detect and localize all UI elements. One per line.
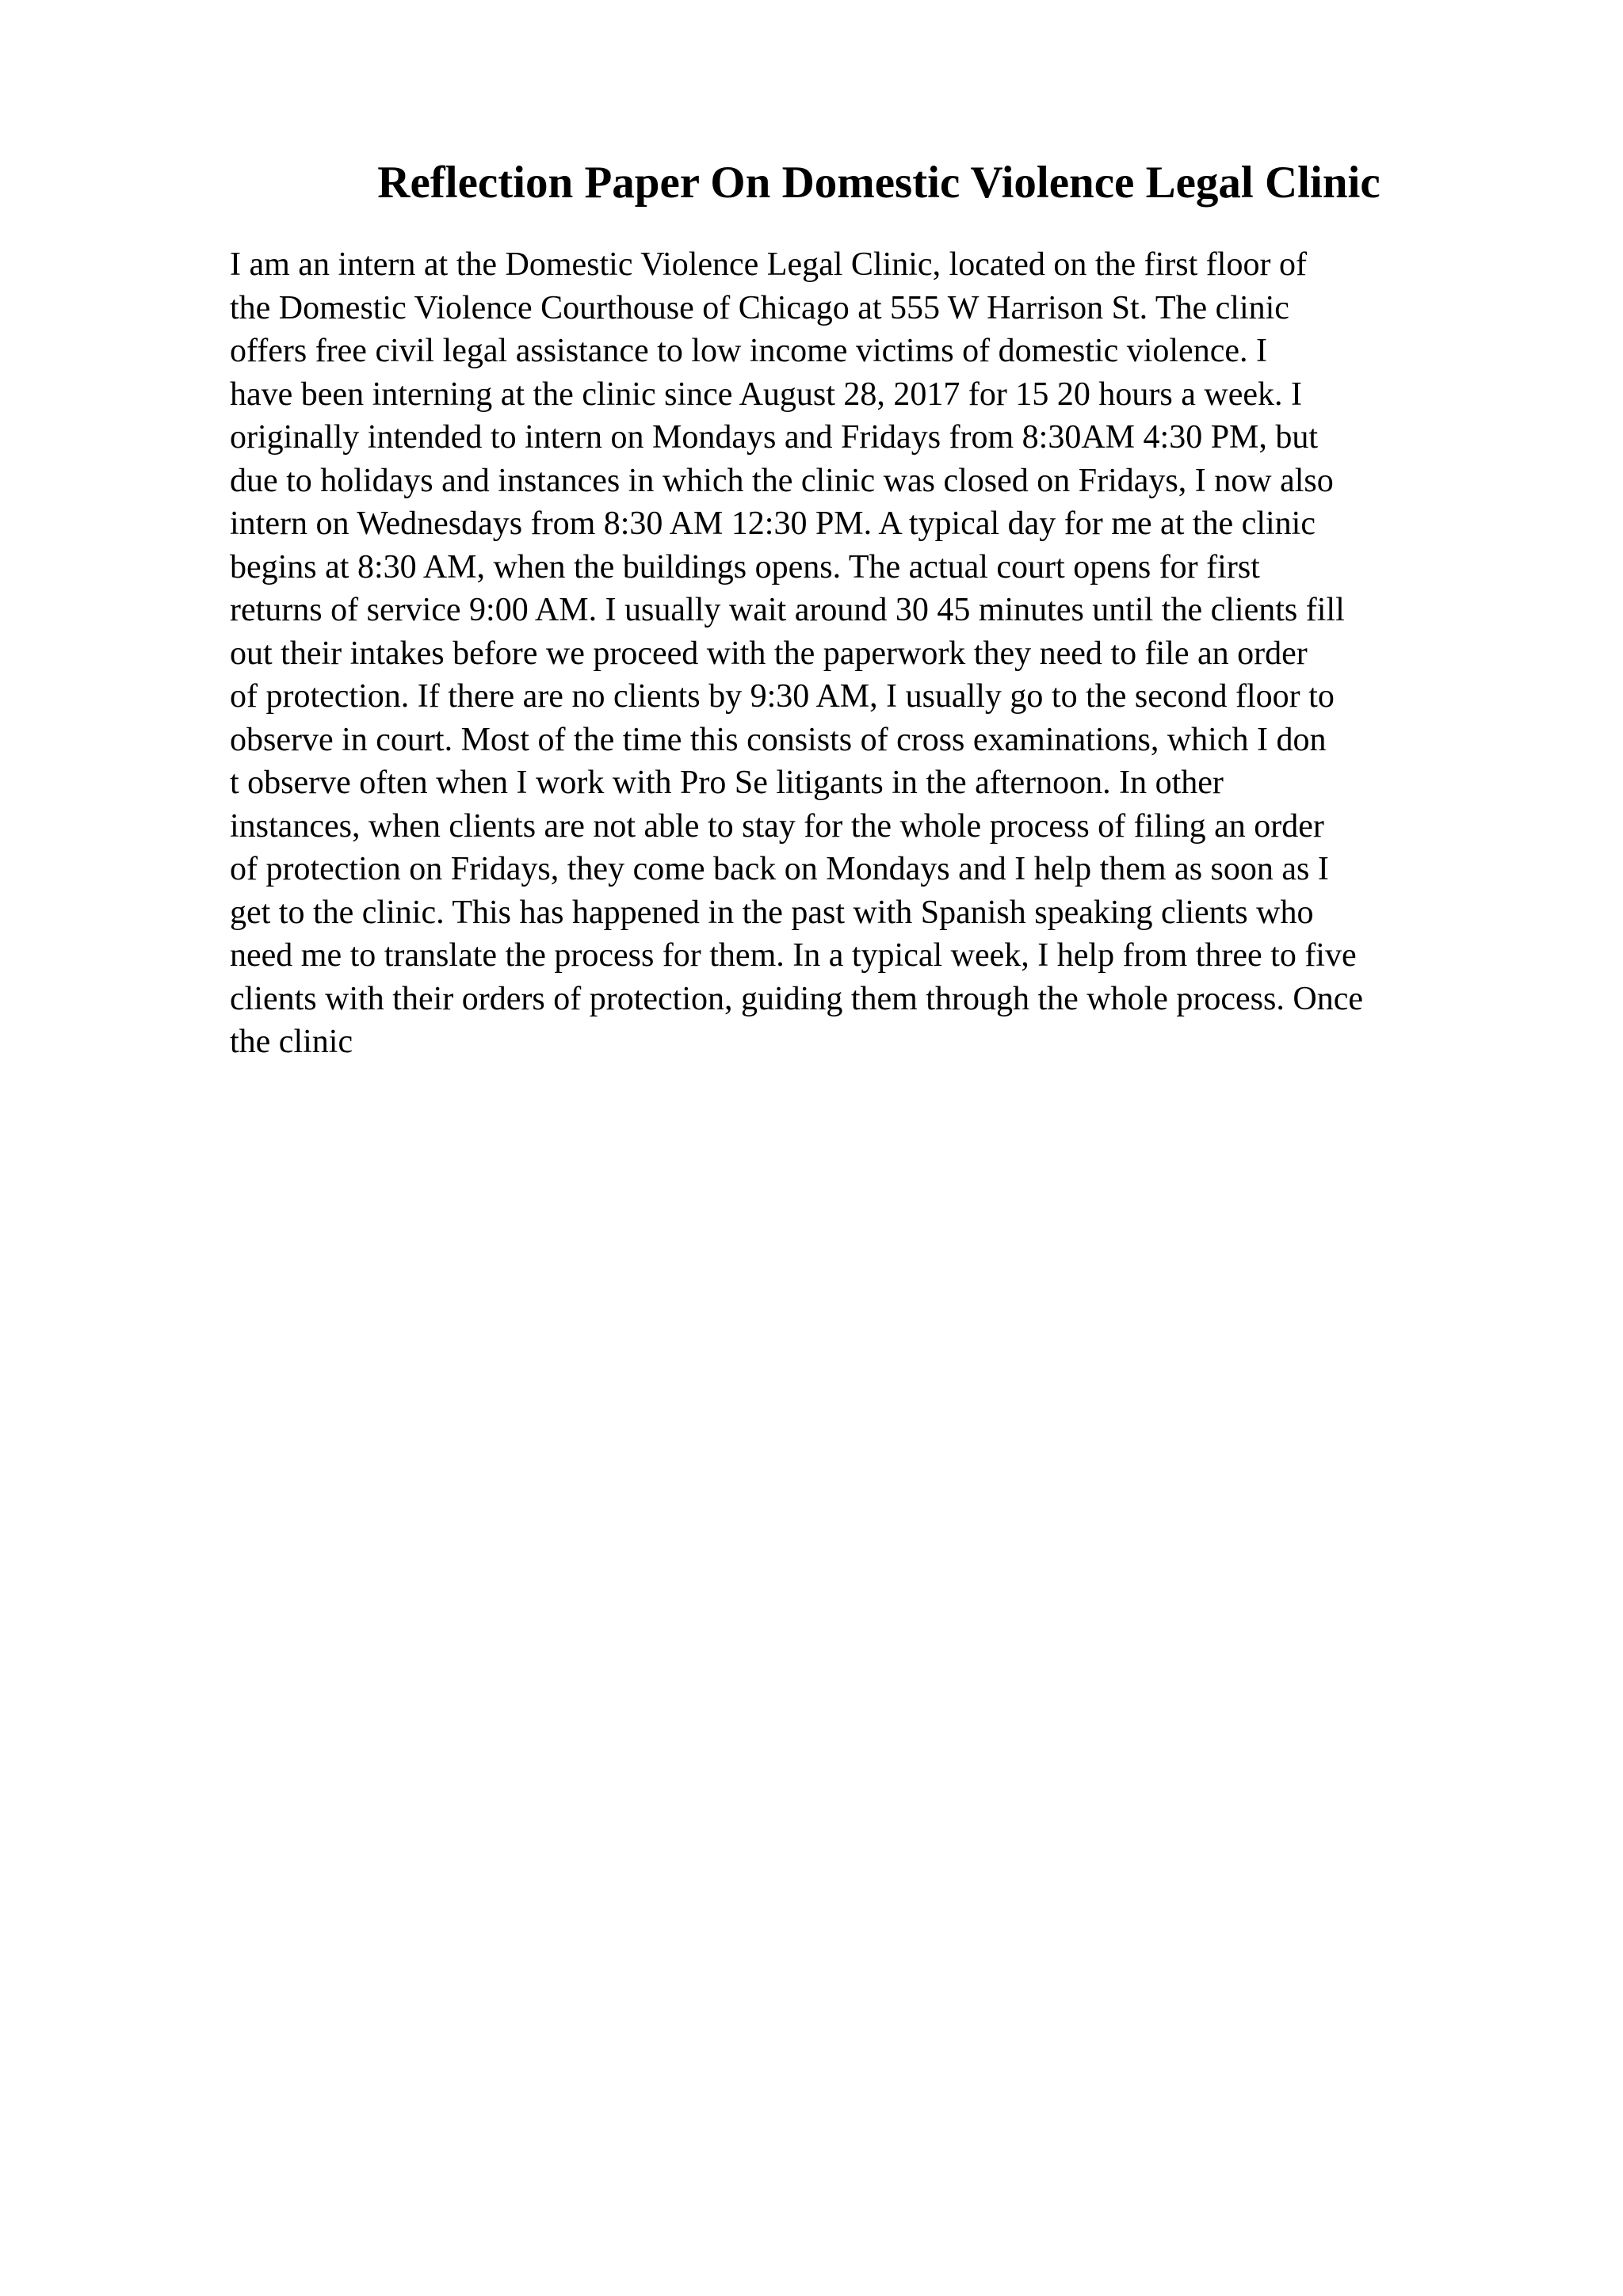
body-line: I am an intern at the Domestic Violence Legal Clinic, located on the first floor of: [230, 246, 1307, 283]
body-line: originally intended to intern on Mondays and Fridays from 8:30AM 4:30 PM, but: [230, 419, 1319, 456]
body-line: clients with their orders of protection, guiding them through the whole process. Once: [230, 980, 1363, 1017]
body-line: returns of service 9:00 AM. I usually wait around 30 45 minutes until the clients fill: [230, 592, 1345, 628]
body-line: of protection on Fridays, they come back on Mondays and I help them as soon as I: [230, 851, 1329, 887]
body-line: instances, when clients are not able to stay for the whole process of filing an order: [230, 807, 1324, 845]
document-title: Reflection Paper On Domestic Violence Legal Clinic: [377, 158, 1381, 208]
body-line: need me to translate the process for them. In a typical week, I help from three to five: [230, 937, 1357, 974]
body-line: t observe often when I work with Pro Se litigants in the afternoon. In other: [230, 765, 1224, 801]
body-line: the clinic: [230, 1024, 353, 1060]
body-line: observe in court. Most of the time this consists of cross examinations, which I don: [230, 721, 1327, 758]
body-line: offers free civil legal assistance to low income victims of domestic violence. I: [230, 333, 1267, 369]
body-line: have been interning at the clinic since August 28, 2017 for 15 20 hours a week. I: [230, 376, 1302, 413]
body-line: of protection. If there are no clients by 9:30 AM, I usually go to the second floor to: [230, 678, 1335, 715]
body-line: the Domestic Violence Courthouse of Chicago at 555 W Harrison St. The clinic: [230, 289, 1289, 326]
body-line: due to holidays and instances in which the clinic was closed on Fridays, I now also: [230, 462, 1334, 499]
document-body: [230, 243, 1514, 1064]
body-line: get to the clinic. This has happened in the past with Spanish speaking clients who: [230, 894, 1314, 931]
body-line: intern on Wednesdays from 8:30 AM 12:30 PM. A typical day for me at the clinic: [230, 505, 1316, 542]
body-line: begins at 8:30 AM, when the buildings opens. The actual court opens for first: [230, 548, 1260, 585]
body-line: out their intakes before we proceed with the paperwork they need to file an order: [230, 635, 1308, 672]
